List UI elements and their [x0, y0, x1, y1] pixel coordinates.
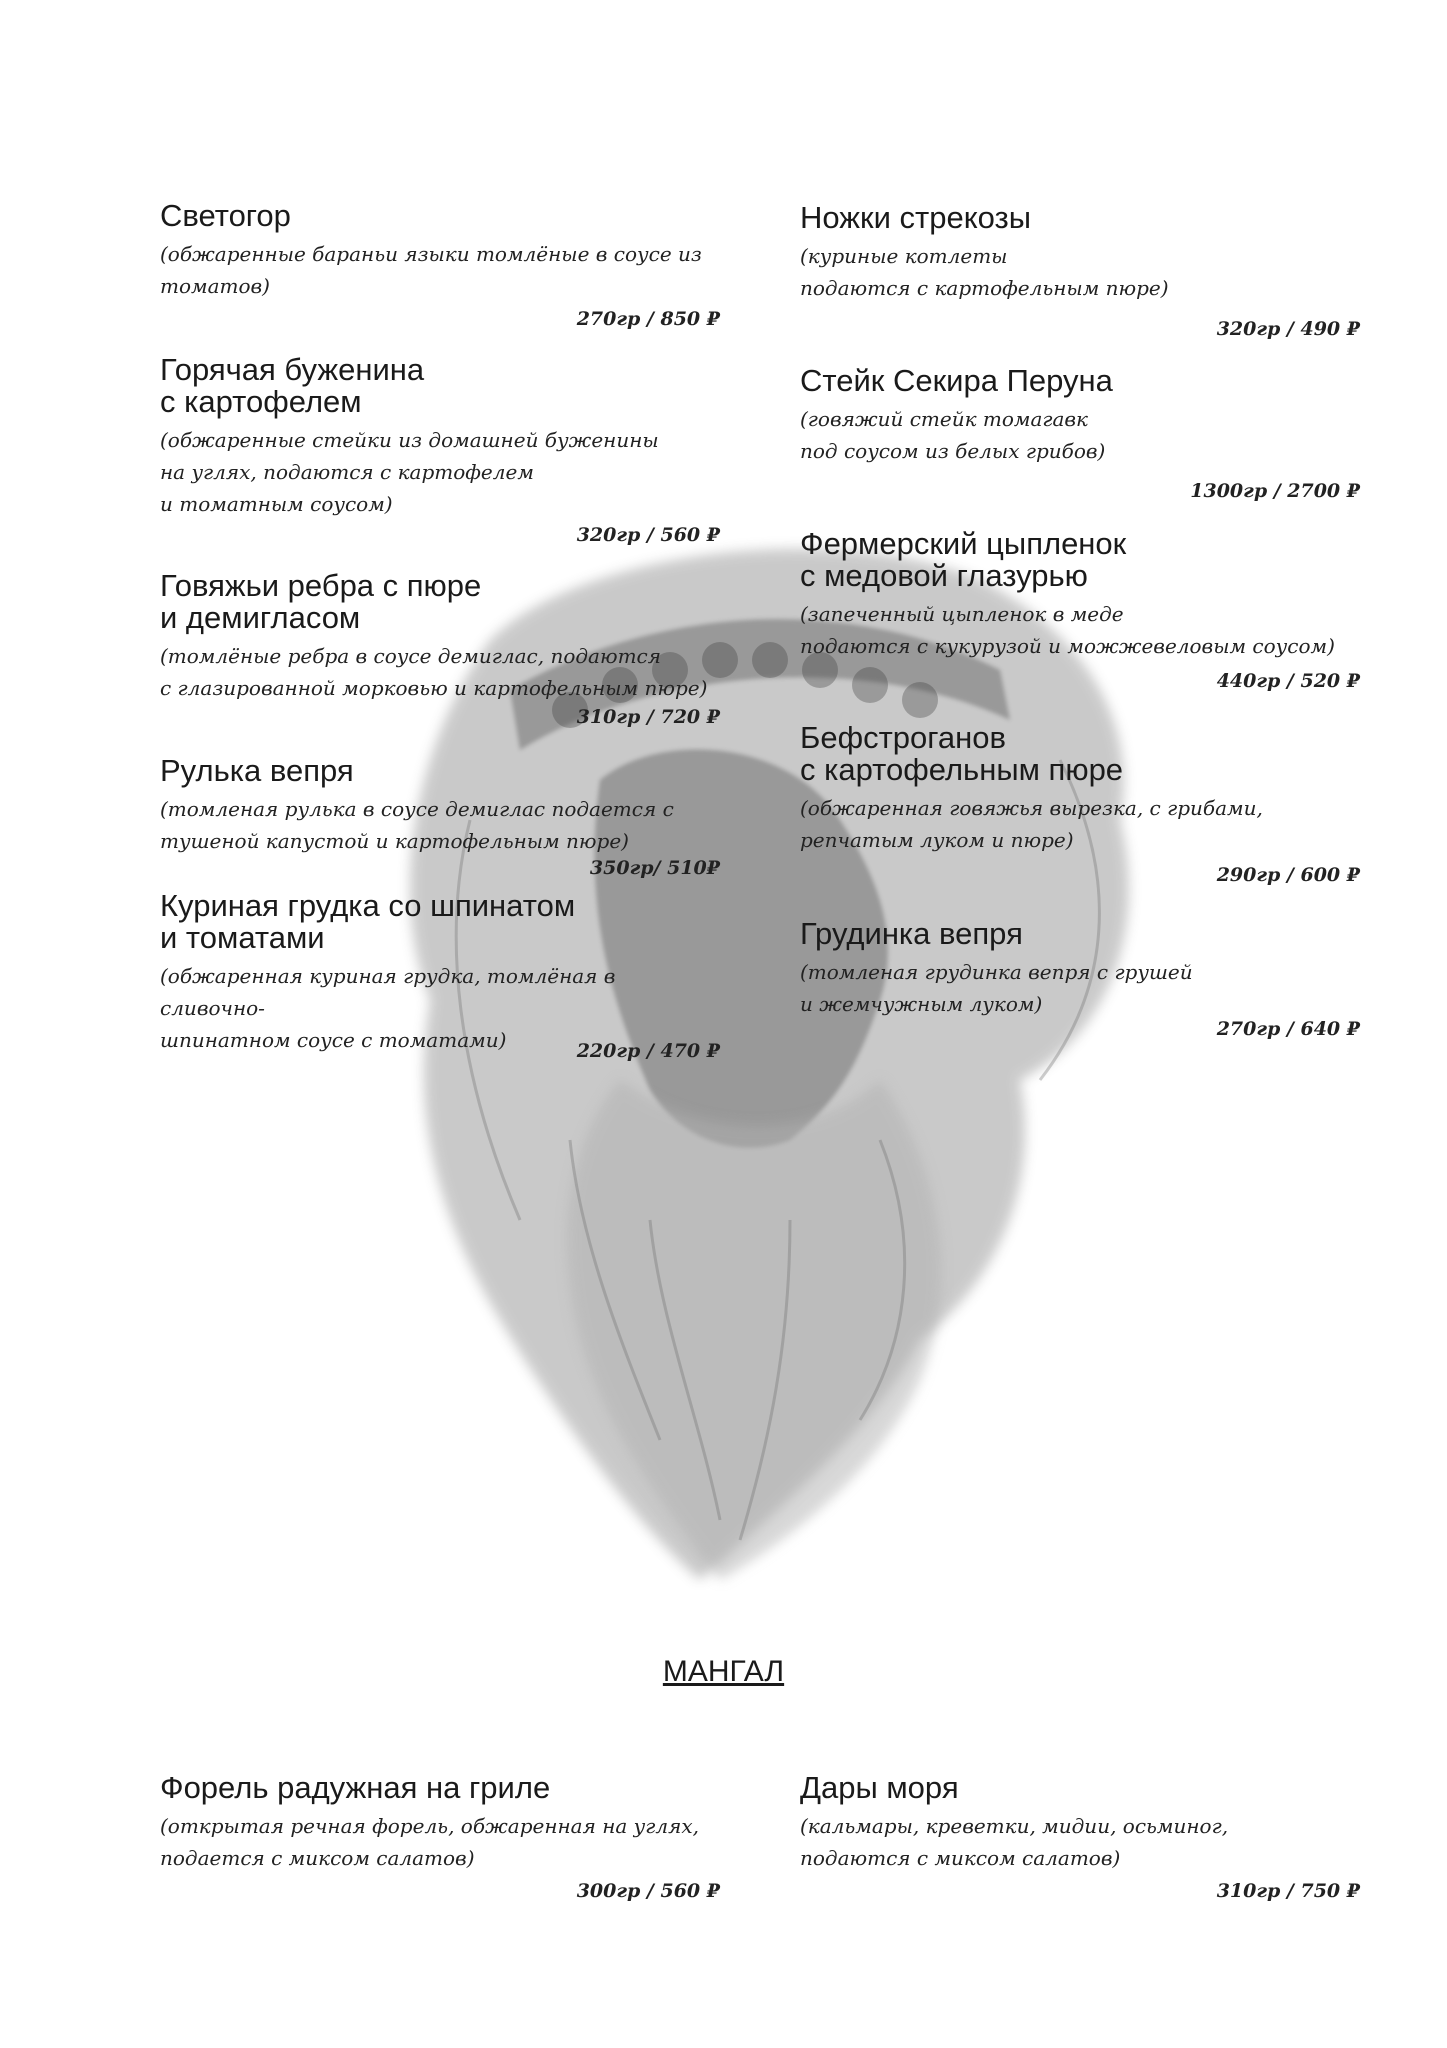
dish-price: 440гр / 520 ₽ — [1216, 670, 1360, 692]
menu-item — [800, 916, 1360, 1040]
dish-name: Светогор — [160, 198, 291, 233]
dish-name: Фермерский цыпленок с медовой глазурью — [800, 526, 1127, 593]
dish-description: (обжаренная куриная грудка, томлёная в сливочно- шпинатном соусе с томатами) — [160, 964, 616, 1052]
dish-description: (томленая рулька в соусе демиглас подается с тушеной капустой и картофельным пюре) — [160, 797, 674, 853]
dish-price: 270гр / 640 ₽ — [1216, 1018, 1360, 1040]
dish-description: (куриные котлеты подаются с картофельным пюре) — [800, 244, 1169, 300]
dish-price: 290гр / 600 ₽ — [1216, 864, 1360, 886]
dish-description: (томленая грудинка вепря с грушей и жемчужным луком) — [800, 960, 1193, 1016]
menu-item — [800, 363, 1360, 502]
dish-price: 300гр / 560 ₽ — [576, 1880, 720, 1902]
menu-item — [160, 198, 720, 330]
dish-name: Бефстроганов с картофельным пюре — [800, 720, 1124, 787]
menu-item — [160, 352, 720, 546]
dish-price: 220гр / 470 ₽ — [576, 1040, 720, 1062]
menu-item — [800, 1770, 1360, 1902]
dish-name: Дары моря — [800, 1770, 959, 1805]
section-title-mangal: МАНГАЛ — [662, 1655, 785, 1688]
dish-price: 350гр/ 510₽ — [589, 857, 720, 879]
dish-description: (кальмары, креветки, мидии, осьминог, подаются с миксом салатов) — [800, 1814, 1229, 1870]
dish-description: (обжаренные бараньи языки томлёные в соусе из томатов) — [160, 242, 702, 298]
dish-description: (обжаренные стейки из домашней буженины на углях, подаются с картофелем и томатным соусом) — [160, 428, 659, 516]
dish-name: Рулька вепря — [160, 753, 354, 788]
dish-name: Куриная грудка со шпинатом и томатами — [160, 888, 576, 955]
dish-price: 270гр / 850 ₽ — [576, 308, 720, 330]
menu-item — [160, 888, 720, 1062]
menu-item — [800, 720, 1360, 886]
menu-item — [160, 753, 720, 879]
dish-description: (говяжий стейк томагавк под соусом из белых грибов) — [800, 407, 1106, 463]
dish-name: Стейк Секира Перуна — [800, 363, 1113, 398]
dish-price: 310гр / 720 ₽ — [576, 706, 720, 728]
dish-description: (запеченный цыпленок в меде подаются с кукурузой и можжевеловым соусом) — [800, 602, 1335, 658]
menu-item — [800, 526, 1360, 692]
dish-name: Грудинка вепря — [800, 916, 1023, 951]
dish-name: Горячая буженина с картофелем — [160, 352, 425, 419]
dish-description: (томлёные ребра в соусе демиглас, подаются с глазированной морковью и картофельным пюре) — [160, 644, 708, 700]
dish-price: 320гр / 490 ₽ — [1216, 318, 1360, 340]
dish-name: Говяжьи ребра с пюре и демигласом — [160, 568, 482, 635]
dish-price: 310гр / 750 ₽ — [1216, 1880, 1360, 1902]
dish-description: (обжаренная говяжья вырезка, с грибами, репчатым луком и пюре) — [800, 796, 1263, 852]
dish-description: (открытая речная форель, обжаренная на углях, подается с миксом салатов) — [160, 1814, 699, 1870]
dish-name: Ножки стрекозы — [800, 200, 1031, 235]
menu-item — [800, 200, 1360, 340]
dish-price: 320гр / 560 ₽ — [576, 524, 720, 546]
dish-price: 1300гр / 2700 ₽ — [1190, 480, 1360, 502]
menu-item — [160, 568, 720, 728]
menu-item — [160, 1770, 720, 1902]
dish-name: Форель радужная на гриле — [160, 1770, 551, 1805]
